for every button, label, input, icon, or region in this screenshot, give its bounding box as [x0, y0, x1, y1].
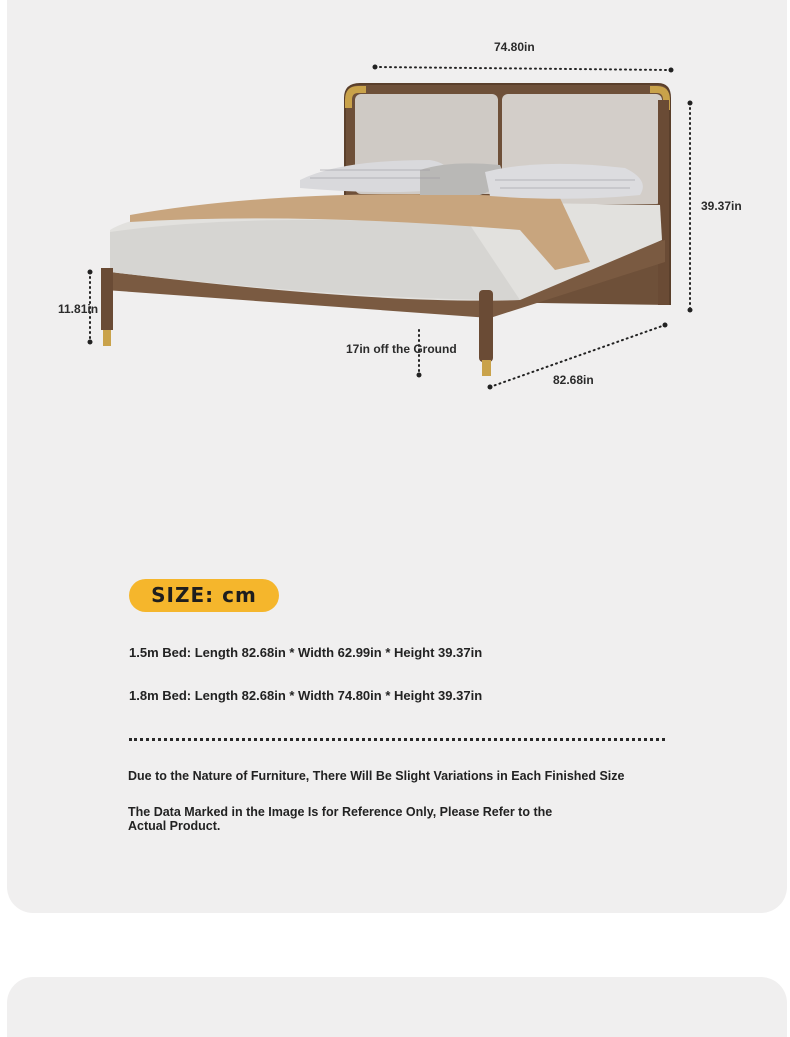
note-reference: The Data Marked in the Image Is for Reference Only, Please Refer to the Actual Product.	[128, 805, 553, 833]
bed-illustration	[0, 0, 790, 420]
spec-line-1: 1.5m Bed: Length 82.68in * Width 62.99in * Height 39.37in	[129, 645, 483, 660]
size-badge: SIZE: cm	[129, 579, 279, 612]
dotted-divider	[129, 738, 665, 741]
next-card	[7, 977, 787, 1037]
leg-height-label: 11.81in	[58, 302, 99, 316]
length-label: 82.68in	[553, 373, 594, 387]
width-label: 74.80in	[494, 40, 535, 54]
spec-line-2: 1.8m Bed: Length 82.68in * Width 74.80in * Height 39.37in	[129, 688, 483, 703]
height-label: 39.37in	[701, 199, 742, 213]
note-variation: Due to the Nature of Furniture, There Will Be Slight Variations in Each Finished Size	[128, 769, 625, 783]
ground-clearance-label: 17in off the Ground	[346, 342, 457, 356]
